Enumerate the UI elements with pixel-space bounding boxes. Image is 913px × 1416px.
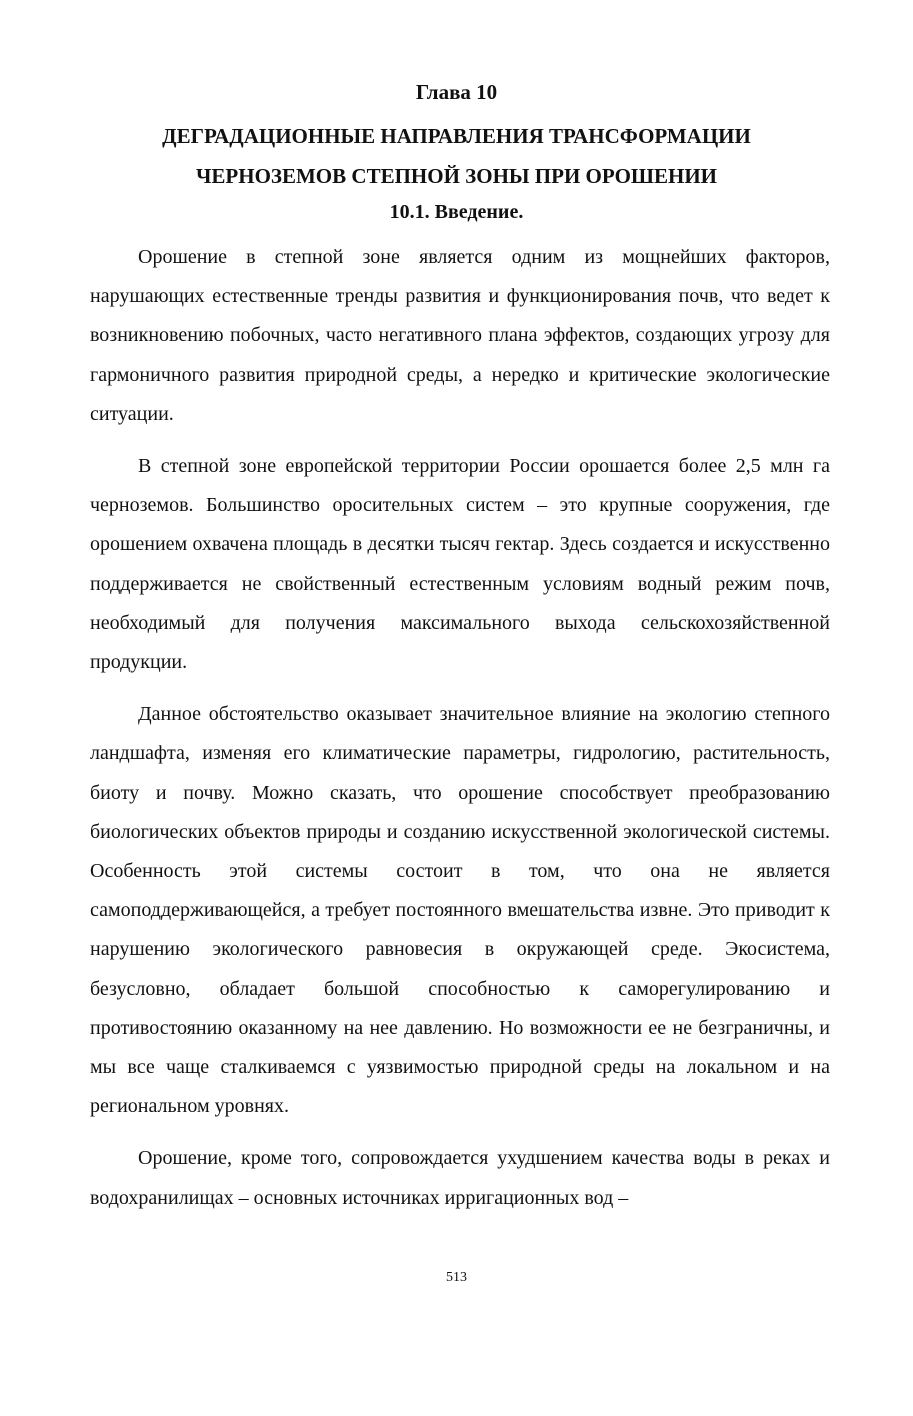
page-number: 513 bbox=[446, 1270, 467, 1285]
chapter-title bbox=[60, 116, 853, 196]
chapter-title-line-2: ЧЕРНОЗЕМОВ СТЕПНОЙ ЗОНЫ ПРИ ОРОШЕНИИ bbox=[195, 164, 717, 188]
paragraph: В степной зоне европейской территории России орошается более 2,5 млн га черноземов. Большинство оросительных систем – это крупные сооружения, где орошением охвачена площадь в десятки тысяч гектар. Здесь создается и искусственно поддерживается не свойственный естественным условиям водный режим почв, необходимый для получения максимального выхода сельскохозяйственной продукции. bbox=[90, 455, 830, 674]
chapter-title-line-1: ДЕГРАДАЦИОННЫЕ НАПРАВЛЕНИЯ ТРАНСФОРМАЦИИ bbox=[162, 124, 751, 148]
paragraph: Орошение, кроме того, сопровождается ухудшением качества воды в реках и водохранилищах – основных источниках ирригационных вод – bbox=[90, 1147, 830, 1209]
paragraph: Данное обстоятельство оказывает значительное влияние на экологию степного ландшафта, изменяя его климатические параметры, гидрологию, растительность, биоту и почву. Можно сказать, что орошение способствует преобразованию биологических объектов природы и созданию искусственной экологической системы. Особенность этой системы состоит в том, что она не является самоподдерживающейся, а требует постоянного вмешательства извне. Это приводит к нарушению экологического равновесия в окружающей среде. Экосистема, безусловно, обладает большой способностью к саморегулированию и противостоянию оказанному на нее давлению. Но возможности ее не безграничны, и мы все чаще сталкиваемся с уязвимостью природной среды на локальном и на региональном уровнях. bbox=[90, 703, 830, 1118]
paragraph: Орошение в степной зоне является одним из мощнейших факторов, нарушающих естественные тренды развития и функционирования почв, что ведет к возникновению побочных, часто негативного плана эффектов, создающих угрозу для гармоничного развития природной среды, а нередко и критические экологические ситуации. bbox=[90, 246, 830, 425]
section-heading: 10.1. Введение. bbox=[389, 201, 524, 223]
body-text bbox=[90, 238, 830, 1231]
chapter-label: Глава 10 bbox=[415, 80, 498, 104]
